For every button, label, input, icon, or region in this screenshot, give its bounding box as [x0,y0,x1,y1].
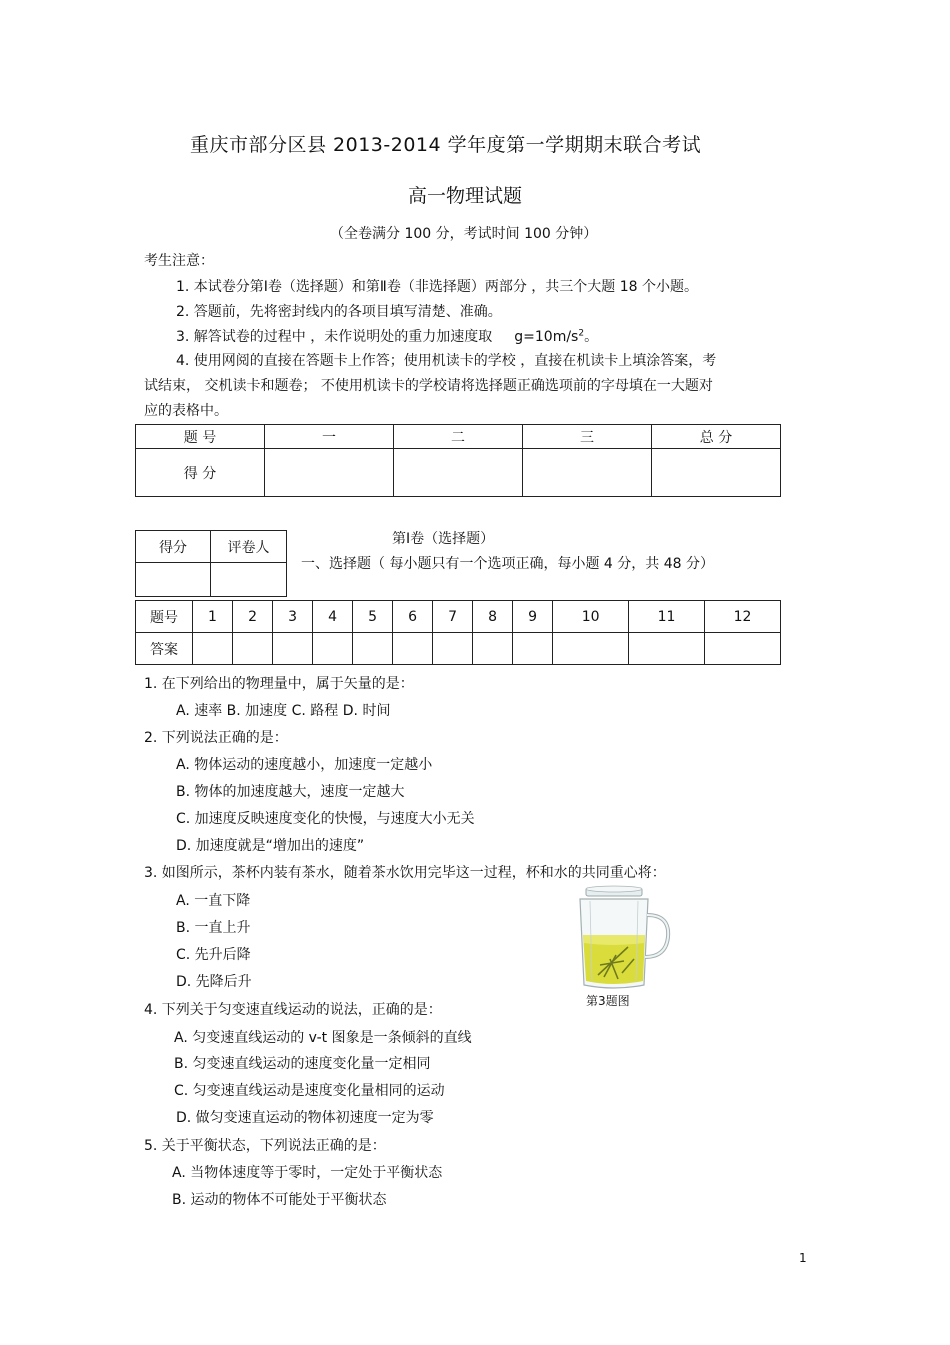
grader-header-grader: 评卷人 [211,531,287,563]
notice-item-4-line-1: 4. 使用网阅的直接在答题卡上作答；使用机读卡的学校 ，直接在机读卡上填涂答案，考 [176,353,717,369]
exam-subtitle: 高一物理试题 [408,185,523,207]
question-5-option-b: B. 运动的物体不可能处于平衡状态 [172,1192,387,1208]
question-number: 11 [629,601,705,633]
question-3-option-b: B. 一直上升 [176,920,251,936]
question-3-option-d: D. 先降后升 [176,974,252,990]
score-cell[interactable] [265,449,394,497]
question-number: 5 [353,601,393,633]
answer-cell[interactable] [393,633,433,665]
score-table [135,424,781,497]
notice-item-3-text: 3. 解答试卷的过程中 ，未作说明处的重力加速度取 [176,329,493,345]
question-2-stem: 2. 下列说法正确的是： [144,730,288,746]
answer-cell[interactable] [313,633,353,665]
question-5-option-a: A. 当物体速度等于零时，一定处于平衡状态 [172,1165,443,1181]
score-header-number: 题 号 [136,425,265,449]
gravity-value: g=10m/s [514,329,579,345]
section-1-title: 第Ⅰ卷（选择题） [392,531,495,547]
question-number: 6 [393,601,433,633]
answer-cell[interactable] [193,633,233,665]
question-4-option-a: A. 匀变速直线运动的 v-t 图象是一条倾斜的直线 [174,1030,472,1046]
section-1-instructions: 一、选择题（ 每小题只有一个选项正确，每小题 4 分，共 48 分） [301,556,714,572]
grader-cell[interactable] [136,563,211,597]
question-number: 3 [273,601,313,633]
question-1-options: A. 速率 B. 加速度 C. 路程 D. 时间 [176,703,391,719]
gravity-exponent: 2 [578,328,585,339]
question-4-option-b: B. 匀变速直线运动的速度变化量一定相同 [174,1056,431,1072]
question-2-option-c: C. 加速度反映速度变化的快慢，与速度大小无关 [176,811,475,827]
notice-item-1: 1. 本试卷分第Ⅰ卷（选择题）和第Ⅱ卷（非选择题）两部分 ，共三个大题 18 个小题。 [176,279,698,295]
question-2-option-a: A. 物体运动的速度越小，加速度一定越小 [176,757,433,773]
answer-table [135,600,781,665]
answer-cell[interactable] [629,633,705,665]
question-5-stem: 5. 关于平衡状态，下列说法正确的是： [144,1138,386,1154]
notice-heading: 考生注意： [144,253,214,269]
question-number: 10 [553,601,629,633]
grader-header-score: 得分 [136,531,211,563]
answer-cell[interactable] [513,633,553,665]
question-3-stem: 3. 如图所示，茶杯内装有茶水，随着茶水饮用完毕这一过程，杯和水的共同重心将： [144,865,666,881]
question-number: 1 [193,601,233,633]
answer-cell[interactable] [273,633,313,665]
score-cell[interactable] [394,449,523,497]
question-2-option-d: D. 加速度就是“增加出的速度” [176,838,365,854]
question-number: 12 [705,601,781,633]
figure-3-caption: 第3题图 [586,994,630,1008]
answer-row-label-number: 题号 [136,601,193,633]
answer-cell[interactable] [433,633,473,665]
score-header-part-3: 三 [523,425,652,449]
answer-row-label-answer: 答案 [136,633,193,665]
grader-cell[interactable] [211,563,287,597]
question-number: 4 [313,601,353,633]
question-3-option-a: A. 一直下降 [176,893,251,909]
score-header-part-2: 二 [394,425,523,449]
grader-table [135,530,287,597]
question-3-option-c: C. 先升后降 [176,947,251,963]
score-cell[interactable] [652,449,781,497]
question-number: 7 [433,601,473,633]
score-row-label: 得 分 [136,449,265,497]
answer-cell[interactable] [353,633,393,665]
question-4-option-d: D. 做匀变速直运动的物体初速度一定为零 [176,1110,434,1126]
notice-item-3 [176,326,598,346]
question-2-option-b: B. 物体的加速度越大，速度一定越大 [176,784,405,800]
question-number: 9 [513,601,553,633]
page-number: 1 [799,1251,807,1265]
notice-item-3-end: 。 [584,329,599,345]
notice-item-4-line-3: 应的表格中。 [144,403,228,419]
answer-cell[interactable] [233,633,273,665]
answer-cell[interactable] [553,633,629,665]
tea-cup-figure [570,885,680,993]
score-cell[interactable] [523,449,652,497]
question-4-option-c: C. 匀变速直线运动是速度变化量相同的运动 [174,1083,445,1099]
exam-title: 重庆市部分区县 2013-2014 学年度第一学期期末联合考试 [190,134,702,156]
answer-cell[interactable] [705,633,781,665]
score-header-part-1: 一 [265,425,394,449]
answer-cell[interactable] [473,633,513,665]
question-1-stem: 1. 在下列给出的物理量中，属于矢量的是： [144,676,414,692]
question-number: 2 [233,601,273,633]
question-number: 8 [473,601,513,633]
notice-item-2: 2. 答题前，先将密封线内的各项目填写清楚、准确。 [176,304,502,320]
exam-info: （全卷满分 100 分，考试时间 100 分钟） [330,226,598,242]
question-4-stem: 4. 下列关于匀变速直线运动的说法，正确的是： [144,1002,442,1018]
notice-item-4-line-2: 试结束， 交机读卡和题卷； 不使用机读卡的学校请将选择题正确选项前的字母填在一大题对 [144,378,713,394]
score-header-total: 总 分 [652,425,781,449]
